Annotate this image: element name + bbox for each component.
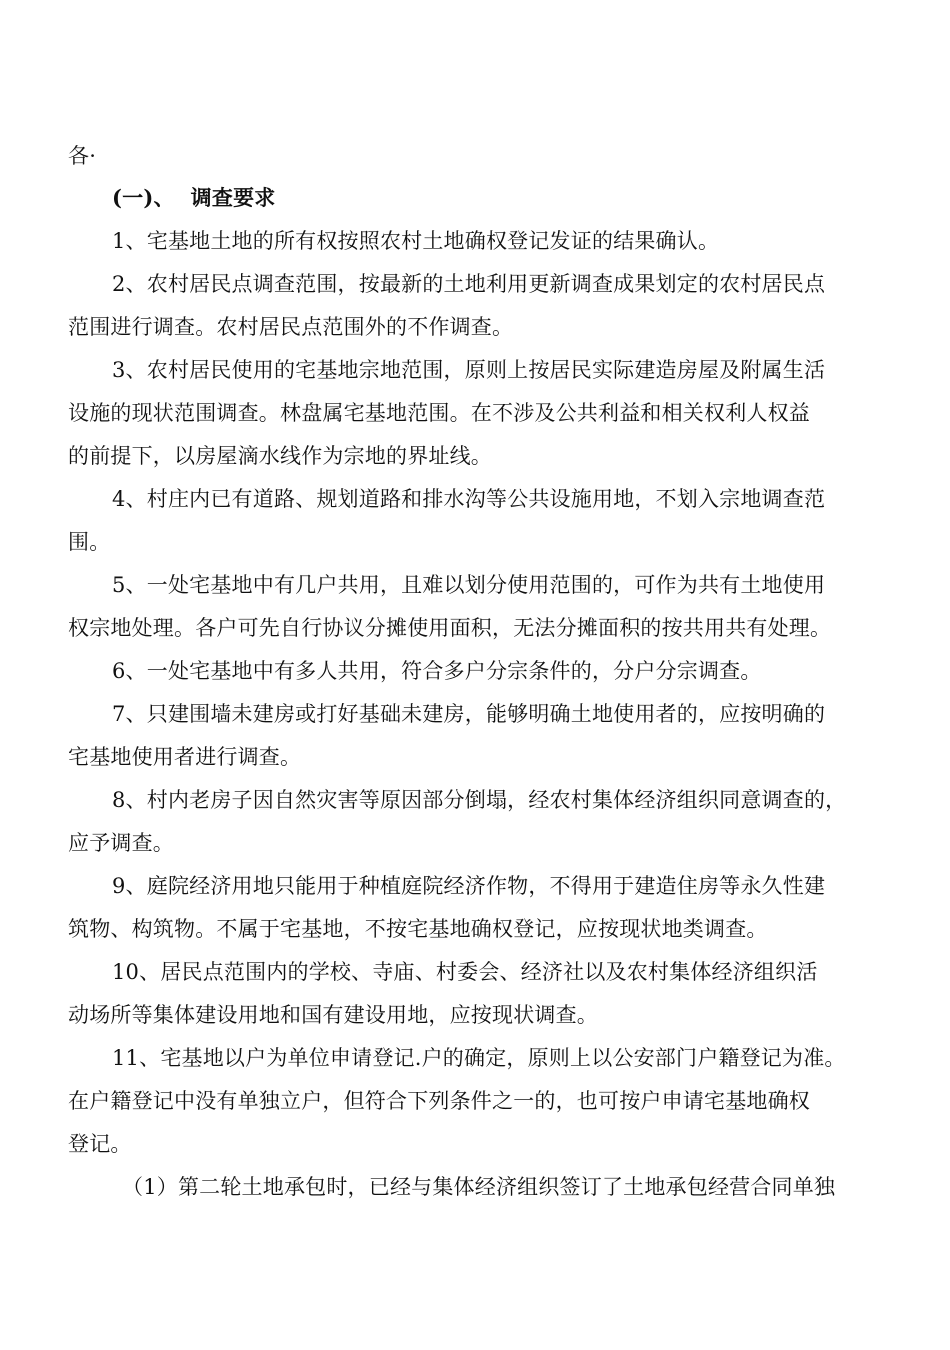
section-title: 调查要求 [190,185,276,210]
paragraph-line: 筑物、构筑物。不属于宅基地，不按宅基地确权登记，应按现状地类调查。 [68,917,768,941]
paragraph-line: 10、居民点范围内的学校、寺庙、村委会、经济社以及农村集体经济组织活 [112,960,818,984]
paragraph-line: 8、村内老房子因自然灾害等原因部分倒塌，经农村集体经济组织同意调查的， [112,788,847,812]
paragraph-line: 4、村庄内已有道路、规划道路和排水沟等公共设施用地，不划入宗地调查范 [112,487,826,511]
paragraph-line: 9、庭院经济用地只能用于种植庭院经济作物，不得用于建造住房等永久性建 [112,874,826,898]
paragraph-line: （1）第二轮土地承包时，已经与集体经济组织签订了土地承包经营合同单独 [122,1175,836,1199]
paragraph-line: 范围进行调查。农村居民点范围外的不作调查。 [68,315,514,339]
paragraph-line: 宅基地使用者进行调查。 [68,745,302,769]
section-heading [112,183,275,213]
paragraph-line: 的前提下，以房屋滴水线作为宗地的界址线。 [68,444,492,468]
paragraph-line: 登记。 [68,1132,132,1156]
paragraph-line: 应予调查。 [68,831,174,855]
paragraph-line: 权宗地处理。各户可先自行协议分摊使用面积，无法分摊面积的按共用共有处理。 [68,616,832,640]
paragraph-line: 6、一处宅基地中有多人共用，符合多户分宗条件的，分户分宗调查。 [112,659,762,683]
paragraph-line: 5、一处宅基地中有几户共用，且难以划分使用范围的，可作为共有土地使用 [112,573,826,597]
section-number: (一)、 [112,185,175,210]
paragraph-line: 3、农村居民使用的宅基地宗地范围，原则上按居民实际建造房屋及附属生活 [112,358,826,382]
paragraph-line: 在户籍登记中没有单独立户，但符合下列条件之一的，也可按户申请宅基地确权 [68,1089,810,1113]
paragraph-line: 2、农村居民点调查范围，按最新的土地利用更新调查成果划定的农村居民点 [112,272,826,296]
paragraph-line: 围。 [68,530,111,554]
paragraph-line: 7、只建围墙未建房或打好基础未建房，能够明确土地使用者的，应按明确的 [112,702,826,726]
text-fragment: 各· [68,144,97,168]
paragraph-line: 动场所等集体建设用地和国有建设用地，应按现状调查。 [68,1003,598,1027]
paragraph-line: 11、宅基地以户为单位申请登记.户的确定，原则上以公安部门户籍登记为准。 [112,1046,846,1070]
paragraph-line: 1、宅基地土地的所有权按照农村土地确权登记发证的结果确认。 [112,229,720,253]
paragraph-line: 设施的现状范围调查。林盘属宅基地范围。在不涉及公共利益和相关权利人权益 [68,401,810,425]
